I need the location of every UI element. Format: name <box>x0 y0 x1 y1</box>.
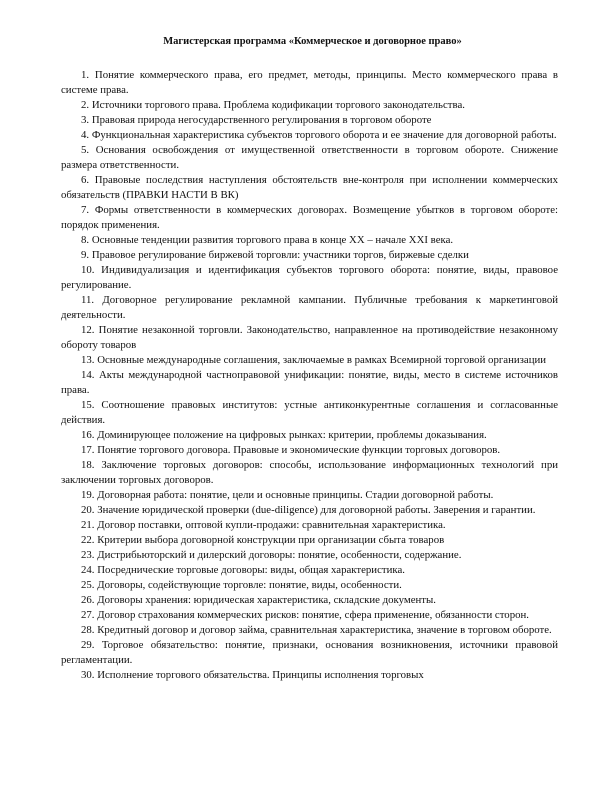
list-item <box>61 353 558 368</box>
document-title: Магистерская программа «Коммерческое и договорное право» <box>163 36 462 47</box>
item-number: 11. <box>81 294 95 306</box>
list-item <box>61 518 558 533</box>
item-text: Индивидуализация и идентификация субъектов торгового оборота: понятие, виды, правовое регулирование. <box>61 264 558 291</box>
list-item <box>61 323 558 353</box>
list-item <box>61 533 558 548</box>
item-number: 9. <box>81 249 90 261</box>
item-number: 20. <box>81 504 95 516</box>
item-number: 21. <box>81 519 95 531</box>
item-text: Соотношение правовых институтов: устные антиконкурентные соглашения и согласованные действия. <box>61 399 558 426</box>
list-item <box>61 263 558 293</box>
item-number: 23. <box>81 549 95 561</box>
item-number: 18. <box>81 459 95 471</box>
list-item <box>61 143 558 173</box>
item-text: Правовая природа негосударственного регулирования в торговом обороте <box>91 114 432 126</box>
list-item <box>61 668 558 683</box>
item-number: 28. <box>81 624 95 636</box>
item-text: Источники торгового права. Проблема кодификации торгового законодательства. <box>91 99 465 111</box>
list-item <box>61 398 558 428</box>
item-number: 12. <box>81 324 95 336</box>
item-text: Кредитный договор и договор займа, сравнительная характеристика, значение в торговом обороте. <box>97 624 552 636</box>
item-number: 27. <box>81 609 95 621</box>
item-text: Договор поставки, оптовой купли-продажи: сравнительная характеристика. <box>97 519 446 531</box>
item-number: 25. <box>81 579 95 591</box>
list-item <box>61 458 558 488</box>
item-text: Понятие коммерческого права, его предмет, методы, принципы. Место коммерческого права в системе права. <box>61 69 559 96</box>
item-number: 3. <box>81 114 90 126</box>
list-item <box>61 578 558 593</box>
list-item <box>61 248 558 263</box>
list-item <box>61 203 558 233</box>
item-number: 6. <box>81 174 90 186</box>
list-item <box>61 113 558 128</box>
list-item <box>61 593 558 608</box>
item-number: 5. <box>81 144 90 156</box>
item-number: 10. <box>81 264 95 276</box>
item-text: Доминирующее положение на цифровых рынках: критерии, проблемы доказывания. <box>97 429 487 441</box>
item-text: Акты международной частноправовой унификации: понятие, виды, место в системе источников права. <box>61 369 559 396</box>
item-number: 22. <box>81 534 95 546</box>
list-item <box>61 98 558 113</box>
list-item <box>61 503 558 518</box>
item-text: Значение юридической проверки (due-diligence) для договорной работы. Заверения и гарантии. <box>97 504 536 516</box>
list-item <box>61 608 558 623</box>
list-item <box>61 128 558 143</box>
item-text: Договорное регулирование рекламной кампании. Публичные требования к маркетинговой деятельности. <box>61 294 558 321</box>
item-number: 4. <box>81 129 90 141</box>
item-text: Посреднические торговые договоры: виды, общая характеристика. <box>97 564 405 576</box>
item-text: Функциональная характеристика субъектов торгового оборота и ее значение для договорной работы. <box>91 129 557 141</box>
list-item <box>61 623 558 638</box>
item-number: 7. <box>81 204 90 216</box>
item-number: 16. <box>81 429 95 441</box>
item-number: 1. <box>81 69 90 81</box>
question-list <box>61 68 558 683</box>
item-number: 24. <box>81 564 95 576</box>
item-number: 29. <box>81 639 95 651</box>
item-text: Понятие незаконной торговли. Законодательство, направленное на противодействие незаконному обороту товаров <box>61 324 558 351</box>
list-item <box>61 563 558 578</box>
item-text: Исполнение торгового обязательства. Принципы исполнения торговых <box>97 669 424 681</box>
item-number: 14. <box>81 369 95 381</box>
item-text: Формы ответственности в коммерческих договорах. Возмещение убытков в торговом обороте: порядок применения. <box>61 204 558 231</box>
item-number: 19. <box>81 489 95 501</box>
item-text: Правовое регулирование биржевой торговли: участники торгов, биржевые сделки <box>91 249 469 261</box>
item-text: Правовые последствия наступления обстоятельств вне-контроля при исполнении коммерческих обязательств (ПРАВКИ НАСТИ В ВК) <box>61 174 558 201</box>
item-number: 2. <box>81 99 90 111</box>
item-number: 13. <box>81 354 95 366</box>
item-text: Заключение торговых договоров: способы, использование информационных технологий при заключении торговых договоров. <box>61 459 558 486</box>
item-text: Понятие торгового договора. Правовые и экономические функции торговых договоров. <box>97 444 501 456</box>
item-text: Основания освобождения от имущественной ответственности в торговом обороте. Снижение размера ответственности. <box>61 144 559 171</box>
item-number: 17. <box>81 444 95 456</box>
item-text: Критерии выбора договорной конструкции при организации сбыта товаров <box>97 534 445 546</box>
item-text: Торговое обязательство: понятие, признаки, основания возникновения, источники правовой регламентации. <box>61 639 558 666</box>
item-number: 30. <box>81 669 95 681</box>
item-text: Основные тенденции развития торгового права в конце XX – начале XXI века. <box>91 234 454 246</box>
item-text: Договор страхования коммерческих рисков: понятие, сфера применение, обязанности сторон. <box>97 609 529 621</box>
list-item <box>61 368 558 398</box>
list-item <box>61 173 558 203</box>
item-number: 26. <box>81 594 95 606</box>
item-text: Договоры, содействующие торговле: понятие, виды, особенности. <box>97 579 402 591</box>
list-item <box>61 428 558 443</box>
list-item <box>61 488 558 503</box>
list-item <box>61 68 558 98</box>
item-text: Дистрибьюторский и дилерский договоры: понятие, особенности, содержание. <box>97 549 462 561</box>
list-item <box>61 443 558 458</box>
list-item <box>61 293 558 323</box>
item-number: 15. <box>81 399 95 411</box>
list-item <box>61 548 558 563</box>
item-text: Договоры хранения: юридическая характеристика, складские документы. <box>97 594 436 606</box>
item-number: 8. <box>81 234 90 246</box>
list-item <box>61 638 558 668</box>
item-text: Договорная работа: понятие, цели и основные принципы. Стадии договорной работы. <box>97 489 494 501</box>
item-text: Основные международные соглашения, заключаемые в рамках Всемирной торговой организации <box>97 354 547 366</box>
list-item <box>61 233 558 248</box>
